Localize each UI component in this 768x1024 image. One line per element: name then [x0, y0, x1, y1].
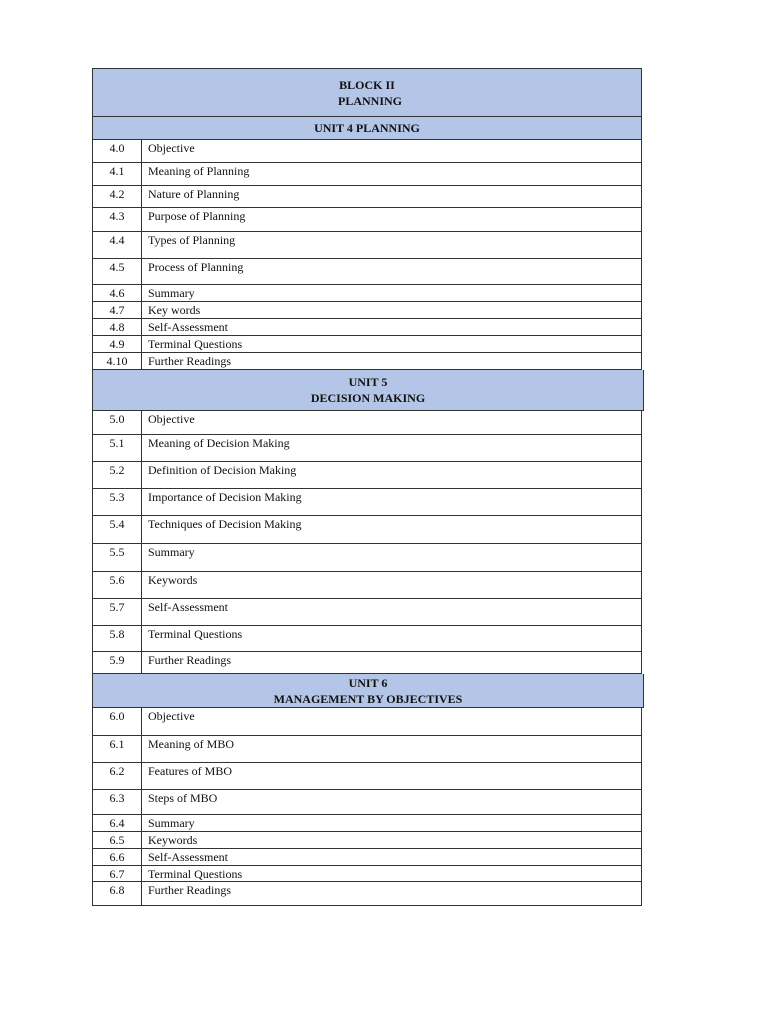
- table-row: [92, 336, 642, 353]
- section-number: 4.10: [93, 353, 142, 369]
- section-number: 5.7: [93, 599, 142, 625]
- table-row: [92, 208, 642, 232]
- table-row: [92, 866, 642, 882]
- table-row: [92, 815, 642, 832]
- table-row: [92, 882, 642, 906]
- table-row: [92, 163, 642, 186]
- section-number: 6.3: [93, 790, 142, 814]
- section-number: 5.0: [93, 411, 142, 434]
- table-row: [92, 140, 642, 163]
- unit-header: [92, 370, 644, 411]
- section-number: 4.5: [93, 259, 142, 284]
- section-title: Meaning of MBO: [148, 737, 234, 751]
- section-number: 4.8: [93, 319, 142, 335]
- section-title: Definition of Decision Making: [148, 463, 297, 477]
- table-row: [92, 572, 642, 599]
- section-number: 6.4: [93, 815, 142, 831]
- section-title: Objective: [148, 412, 195, 426]
- section-number: 4.1: [93, 163, 142, 185]
- section-number: 4.6: [93, 285, 142, 301]
- section-title: Further Readings: [148, 883, 231, 897]
- table-row: [92, 736, 642, 763]
- section-title: Keywords: [148, 833, 198, 847]
- section-number: 6.1: [93, 736, 142, 762]
- section-title: Self-Assessment: [148, 850, 228, 864]
- unit-header-line: UNIT 4 PLANNING: [314, 121, 420, 135]
- section-title: Terminal Questions: [148, 627, 243, 641]
- section-title: Objective: [148, 141, 195, 155]
- section-number: 5.9: [93, 652, 142, 673]
- table-row: [92, 599, 642, 626]
- section-number: 4.9: [93, 336, 142, 352]
- section-title: Terminal Questions: [148, 337, 243, 351]
- table-row: [92, 462, 642, 489]
- section-title: Process of Planning: [148, 260, 244, 274]
- section-number: 4.4: [93, 232, 142, 258]
- table-row: [92, 259, 642, 285]
- section-title: Terminal Questions: [148, 867, 243, 881]
- table-row: [92, 516, 642, 544]
- table-row: [92, 411, 642, 435]
- table-row: [92, 763, 642, 790]
- table-row: [92, 849, 642, 866]
- section-title: Objective: [148, 709, 195, 723]
- section-title: Steps of MBO: [148, 791, 218, 805]
- section-number: 6.0: [93, 708, 142, 735]
- table-row: [92, 232, 642, 259]
- table-row: [92, 435, 642, 462]
- unit-header-line: UNIT 6: [348, 675, 388, 690]
- unit-header: [92, 674, 644, 708]
- section-number: 4.0: [93, 140, 142, 162]
- section-title: Types of Planning: [148, 233, 236, 247]
- section-number: 6.2: [93, 763, 142, 789]
- block-subtitle: PLANNING: [337, 93, 402, 108]
- section-number: 6.6: [93, 849, 142, 865]
- section-number: 4.3: [93, 208, 142, 231]
- section-title: Nature of Planning: [148, 187, 240, 201]
- section-title: Meaning of Planning: [148, 164, 250, 178]
- section-number: 4.2: [93, 186, 142, 207]
- section-number: 5.8: [93, 626, 142, 651]
- section-title: Summary: [148, 545, 195, 559]
- section-number: 6.8: [93, 882, 142, 905]
- unit-header: [92, 117, 642, 140]
- table-row: [92, 489, 642, 516]
- section-title: Key words: [148, 303, 201, 317]
- contents-table: [92, 68, 642, 906]
- section-number: 5.3: [93, 489, 142, 515]
- section-number: 6.7: [93, 866, 142, 881]
- table-row: [92, 353, 642, 370]
- table-row: [92, 790, 642, 815]
- table-row: [92, 708, 642, 736]
- section-title: Features of MBO: [148, 764, 232, 778]
- section-title: Meaning of Decision Making: [148, 436, 290, 450]
- section-title: Techniques of Decision Making: [148, 517, 302, 531]
- section-title: Purpose of Planning: [148, 209, 246, 223]
- section-title: Summary: [148, 286, 195, 300]
- table-row: [92, 832, 642, 849]
- block-title: BLOCK II: [339, 77, 395, 92]
- section-number: 4.7: [93, 302, 142, 318]
- section-title: Importance of Decision Making: [148, 490, 302, 504]
- section-number: 5.2: [93, 462, 142, 488]
- table-row: [92, 319, 642, 336]
- section-title: Summary: [148, 816, 195, 830]
- section-title: Self-Assessment: [148, 320, 228, 334]
- section-title: Self-Assessment: [148, 600, 228, 614]
- section-number: 5.5: [93, 544, 142, 571]
- section-number: 5.6: [93, 572, 142, 598]
- unit-header-line: MANAGEMENT BY OBJECTIVES: [273, 691, 463, 706]
- section-title: Further Readings: [148, 354, 231, 368]
- unit-header-line: UNIT 5: [348, 375, 388, 389]
- table-row: [92, 186, 642, 208]
- unit-header-line: DECISION MAKING: [310, 391, 426, 405]
- table-row: [92, 626, 642, 652]
- section-title: Further Readings: [148, 653, 231, 667]
- block-header: [92, 68, 642, 117]
- table-row: [92, 302, 642, 319]
- section-number: 5.1: [93, 435, 142, 461]
- section-number: 6.5: [93, 832, 142, 848]
- table-row: [92, 544, 642, 572]
- table-row: [92, 652, 642, 674]
- table-row: [92, 285, 642, 302]
- section-number: 5.4: [93, 516, 142, 543]
- section-title: Keywords: [148, 573, 198, 587]
